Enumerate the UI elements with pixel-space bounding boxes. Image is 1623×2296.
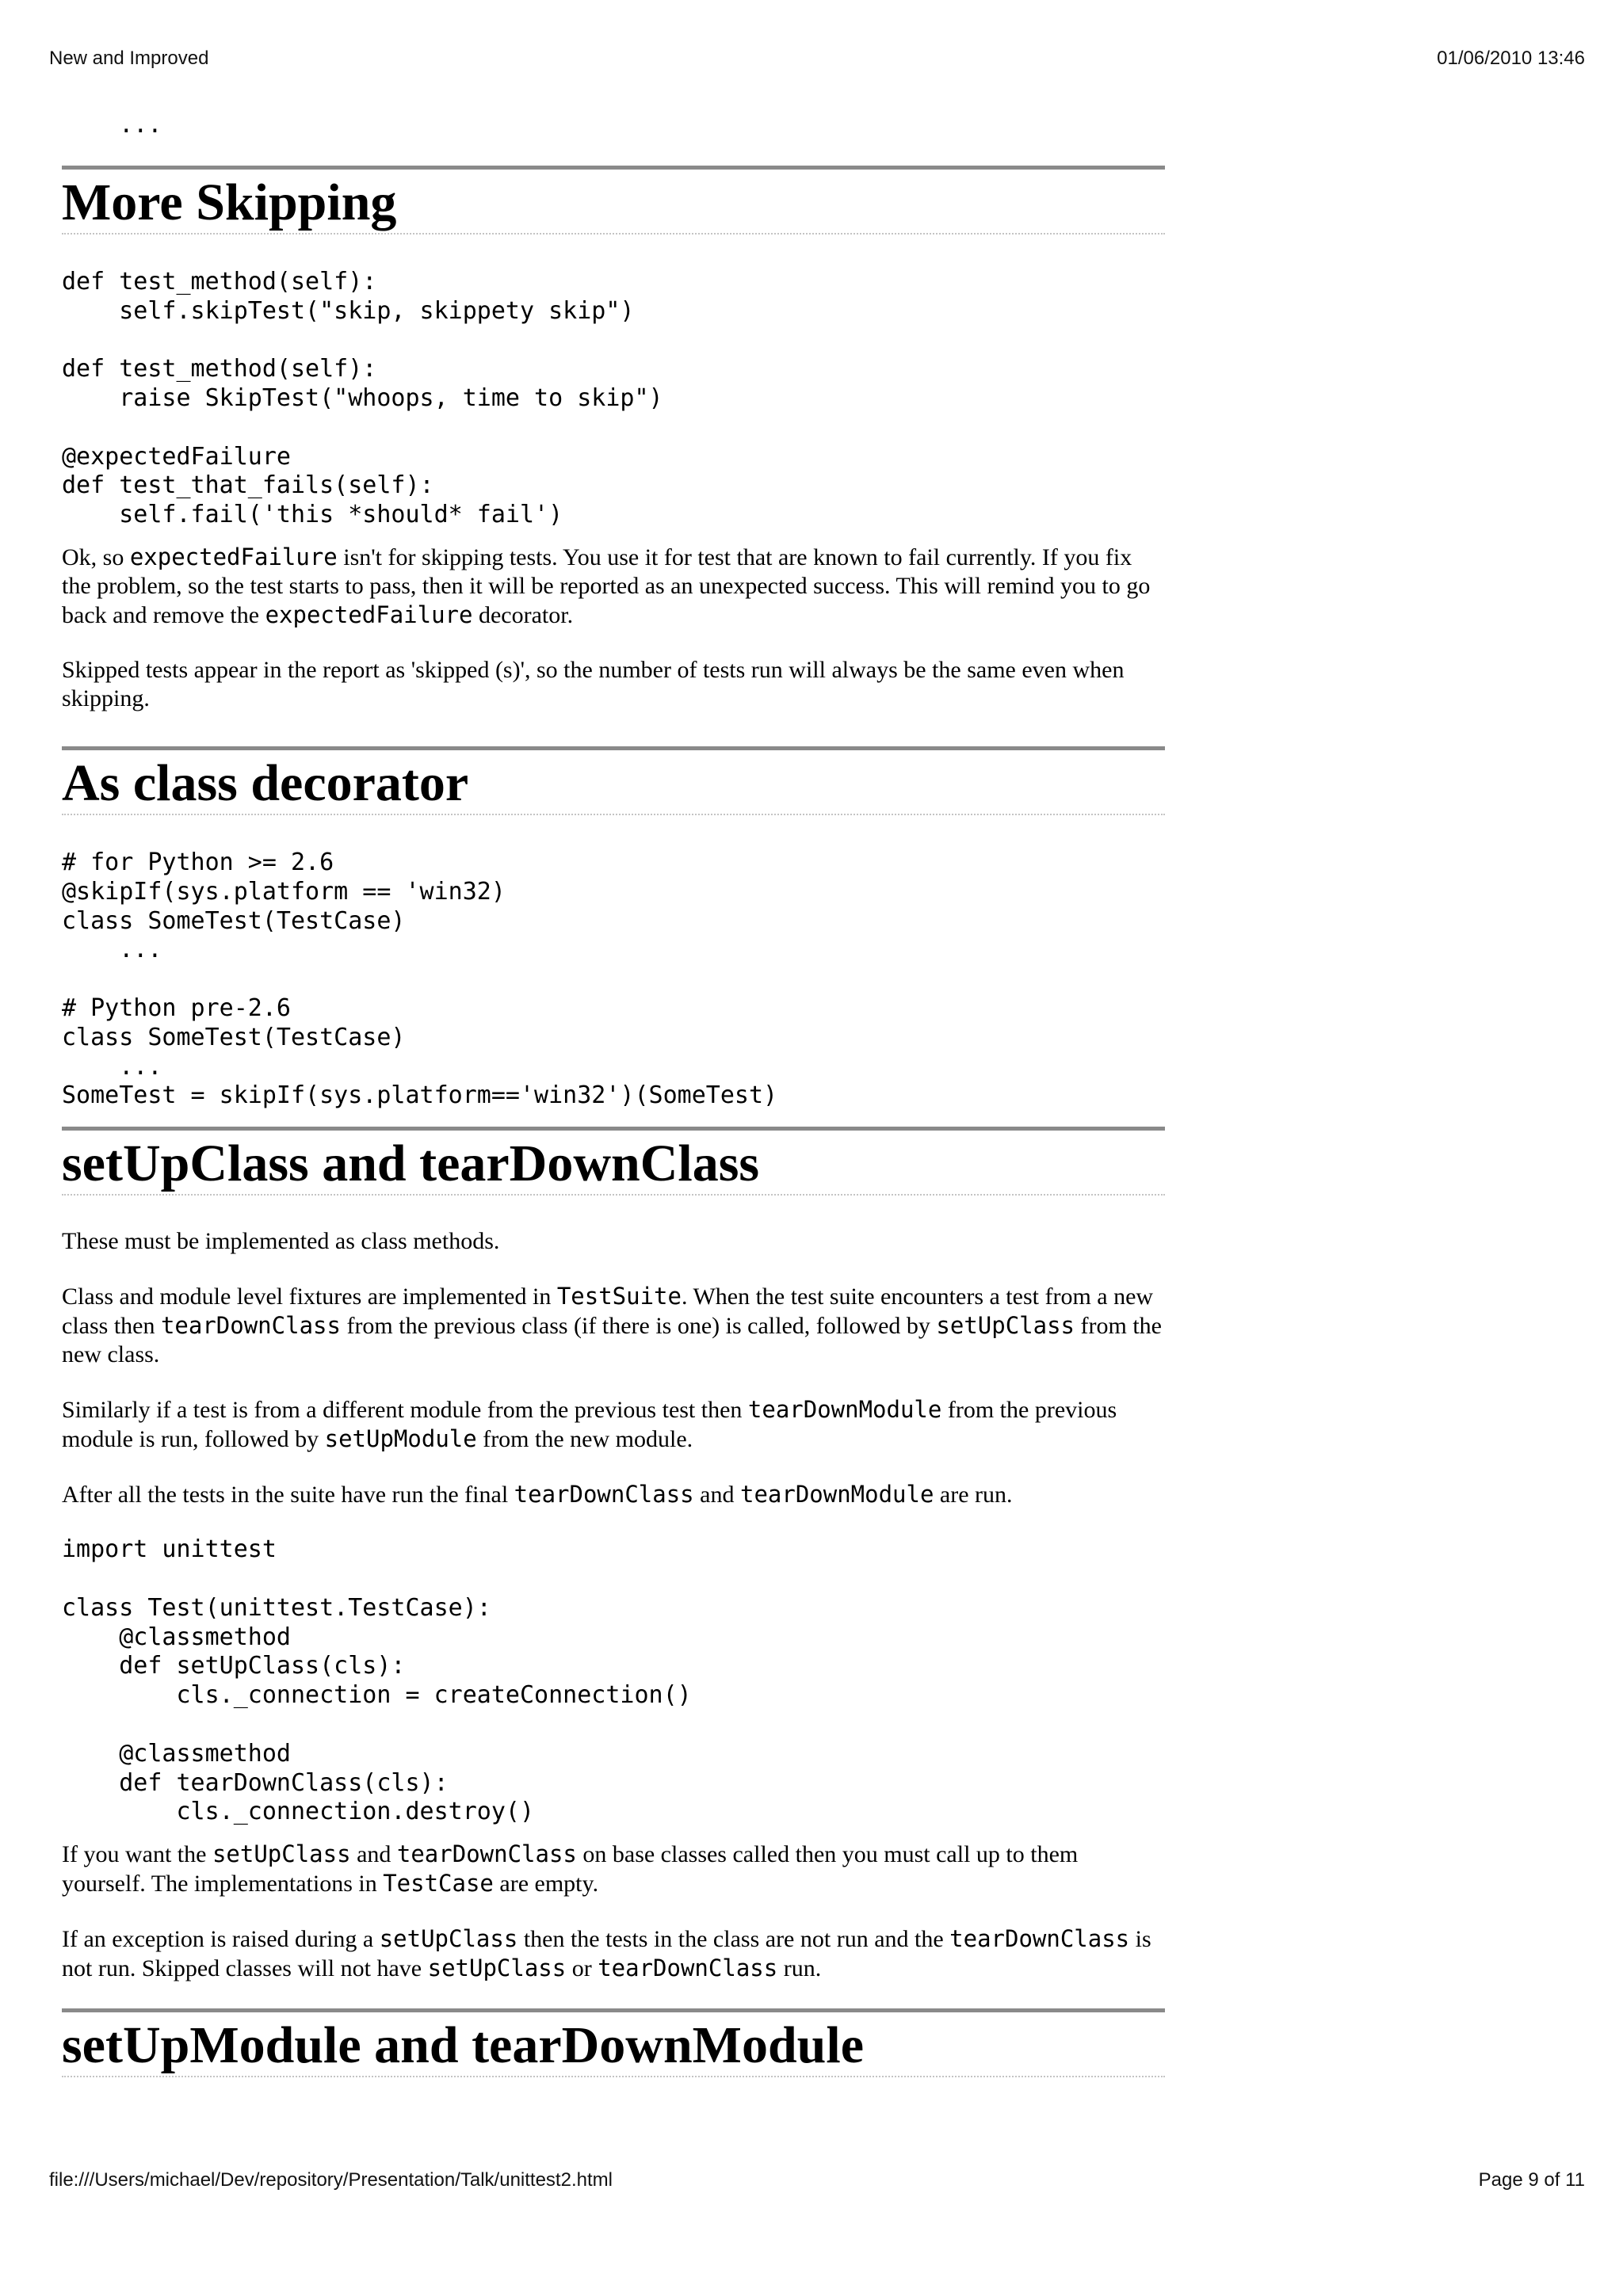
paragraph-expected-failure: Ok, so expectedFailure isn't for skipping tests. You use it for test that are known to fail currently. If you fix the problem, so the test starts to pass, then it will be reported as an unexpected success. This will remind you to go back and remove the expectedFailure decorator. — [62, 543, 1151, 628]
paragraph-module-fixtures: Similarly if a test is from a different module from the previous test then tearDownModule from the previous module is run, followed by setUpModule from the new module. — [62, 1396, 1117, 1453]
paragraph-final-teardown: After all the tests in the suite have run the final tearDownClass and tearDownModule are run. — [62, 1481, 1013, 1508]
paragraph-skipped-report: Skipped tests appear in the report as 'skipped (s)', so the number of tests run will always be the same even when skipping. — [62, 656, 1125, 711]
heading-setupclass: setUpClass and tearDownClass — [62, 1131, 1165, 1196]
heading-class-decorator: As class decorator — [62, 750, 1165, 815]
section-setupclass — [62, 1127, 1165, 1983]
paragraph-base-classes: If you want the setUpClass and tearDownClass on base classes called then you must call up to them yourself. The implementations in TestCase are empty. — [62, 1840, 1079, 1897]
code-block-setupclass: import unittest class Test(unittest.TestCase): @classmethod def setUpClass(cls): cls._connection = createConnection() @classmethod def tearDownClass(cls): cls._connection.destroy() — [62, 1535, 692, 1826]
code-block-class-decorator: # for Python >= 2.6 @skipIf(sys.platform == 'win32) class SomeTest(TestCase) ... # Python pre-2.6 class SomeTest(TestCase) ... SomeTest = skipIf(sys.platform=='win32')(SomeTest) — [62, 848, 778, 1110]
section-setupmodule — [62, 2008, 1165, 2077]
print-header-date: 01/06/2010 13:46 — [1437, 48, 1585, 69]
print-footer-url: file:///Users/michael/Dev/repository/Presentation/Talk/unittest2.html — [49, 2169, 613, 2191]
paragraph-exception: If an exception is raised during a setUpClass then the tests in the class are not run and the tearDownClass is not run. Skipped classes will not have setUpClass or tearDownClass run. — [62, 1925, 1151, 1982]
section-class-decorator — [62, 746, 1165, 1111]
heading-setupmodule: setUpModule and tearDownModule — [62, 2012, 1165, 2077]
heading-more-skipping: More Skipping — [62, 170, 1165, 235]
code-ellipsis: ... — [62, 111, 162, 139]
paragraph-fixtures: Class and module level fixtures are implemented in TestSuite. When the test suite encounters a test from a new class then tearDownClass from the previous class (if there is one) is called, followed by setUpClass from the new class. — [62, 1283, 1162, 1368]
print-header-title: New and Improved — [49, 48, 209, 69]
code-block-skipping: def test_method(self): self.skipTest("skip, skippety skip") def test_method(self): raise SkipTest("whoops, time to skip") @expectedFailure def test_that_fails(self): self.fail('this *should* fail') — [62, 267, 663, 529]
paragraph-class-methods: These must be implemented as class methods. — [62, 1228, 500, 1255]
section-more-skipping — [62, 166, 1165, 713]
print-footer-page: Page 9 of 11 — [1478, 2169, 1585, 2191]
document-body — [62, 111, 1165, 2077]
